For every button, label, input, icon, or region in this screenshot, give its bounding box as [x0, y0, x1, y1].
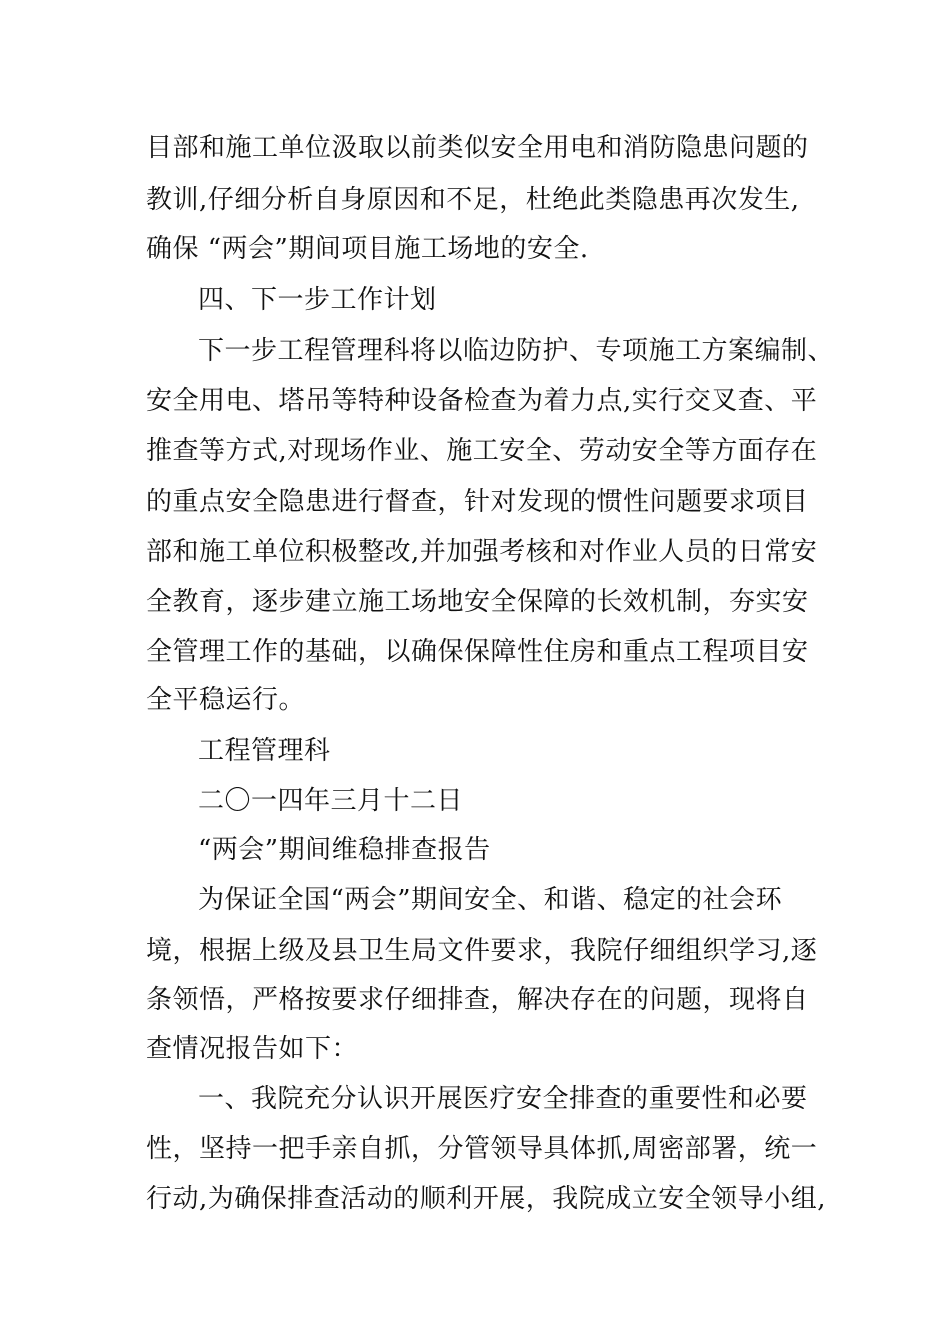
paragraph-line: 目部和施工单位汲取以前类似安全用电和消防隐患问题的: [146, 133, 809, 163]
paragraph-line: 全管理工作的基础，以确保保障性住房和重点工程项目安: [146, 637, 809, 667]
signature-date: 二〇一四年三月十二日: [198, 786, 464, 816]
paragraph-line: 下一步工程管理科将以临边防护、专项施工方案编制、: [198, 336, 835, 366]
paragraph-line: 一、我院充分认识开展医疗安全排查的重要性和必要: [198, 1084, 808, 1114]
signature-department: 工程管理科: [198, 736, 331, 766]
paragraph-line: 全平稳运行。: [146, 685, 306, 715]
section-heading: 四、下一步工作计划: [198, 285, 437, 315]
paragraph-line: 为保证全国“两会”期间安全、和谐、稳定的社会环: [198, 885, 783, 915]
paragraph-line: 查情况报告如下：: [146, 1034, 359, 1064]
paragraph-line: 安全用电、塔吊等特种设备检查为着力点,实行交叉查、平: [146, 386, 818, 416]
paragraph-line: 境，根据上级及县卫生局文件要求，我院仔细组织学习,逐: [146, 936, 818, 966]
paragraph-line: 教训,仔细分析自身原因和不足，杜绝此类隐患再次发生,: [146, 185, 800, 215]
paragraph-line: 行动,为确保排查活动的顺利开展，我院成立安全领导小组,: [146, 1184, 827, 1214]
paragraph-line: 全教育，逐步建立施工场地安全保障的长效机制，夯实安: [146, 587, 809, 617]
paragraph-line: 确保 “两会”期间项目施工场地的安全.: [146, 234, 589, 264]
paragraph-line: 推查等方式,对现场作业、施工安全、劳动安全等方面存在: [146, 436, 818, 466]
paragraph-line: 条领悟，严格按要求仔细排查，解决存在的问题，现将自: [146, 985, 809, 1015]
paragraph-line: 的重点安全隐患进行督查，针对发现的惯性问题要求项目: [146, 487, 809, 517]
paragraph-line: 性，坚持一把手亲自抓，分管领导具体抓,周密部署，统一: [146, 1134, 818, 1164]
report-title: “两会”期间维稳排查报告: [198, 835, 491, 865]
paragraph-line: 部和施工单位积极整改,并加强考核和对作业人员的日常安: [146, 537, 818, 567]
